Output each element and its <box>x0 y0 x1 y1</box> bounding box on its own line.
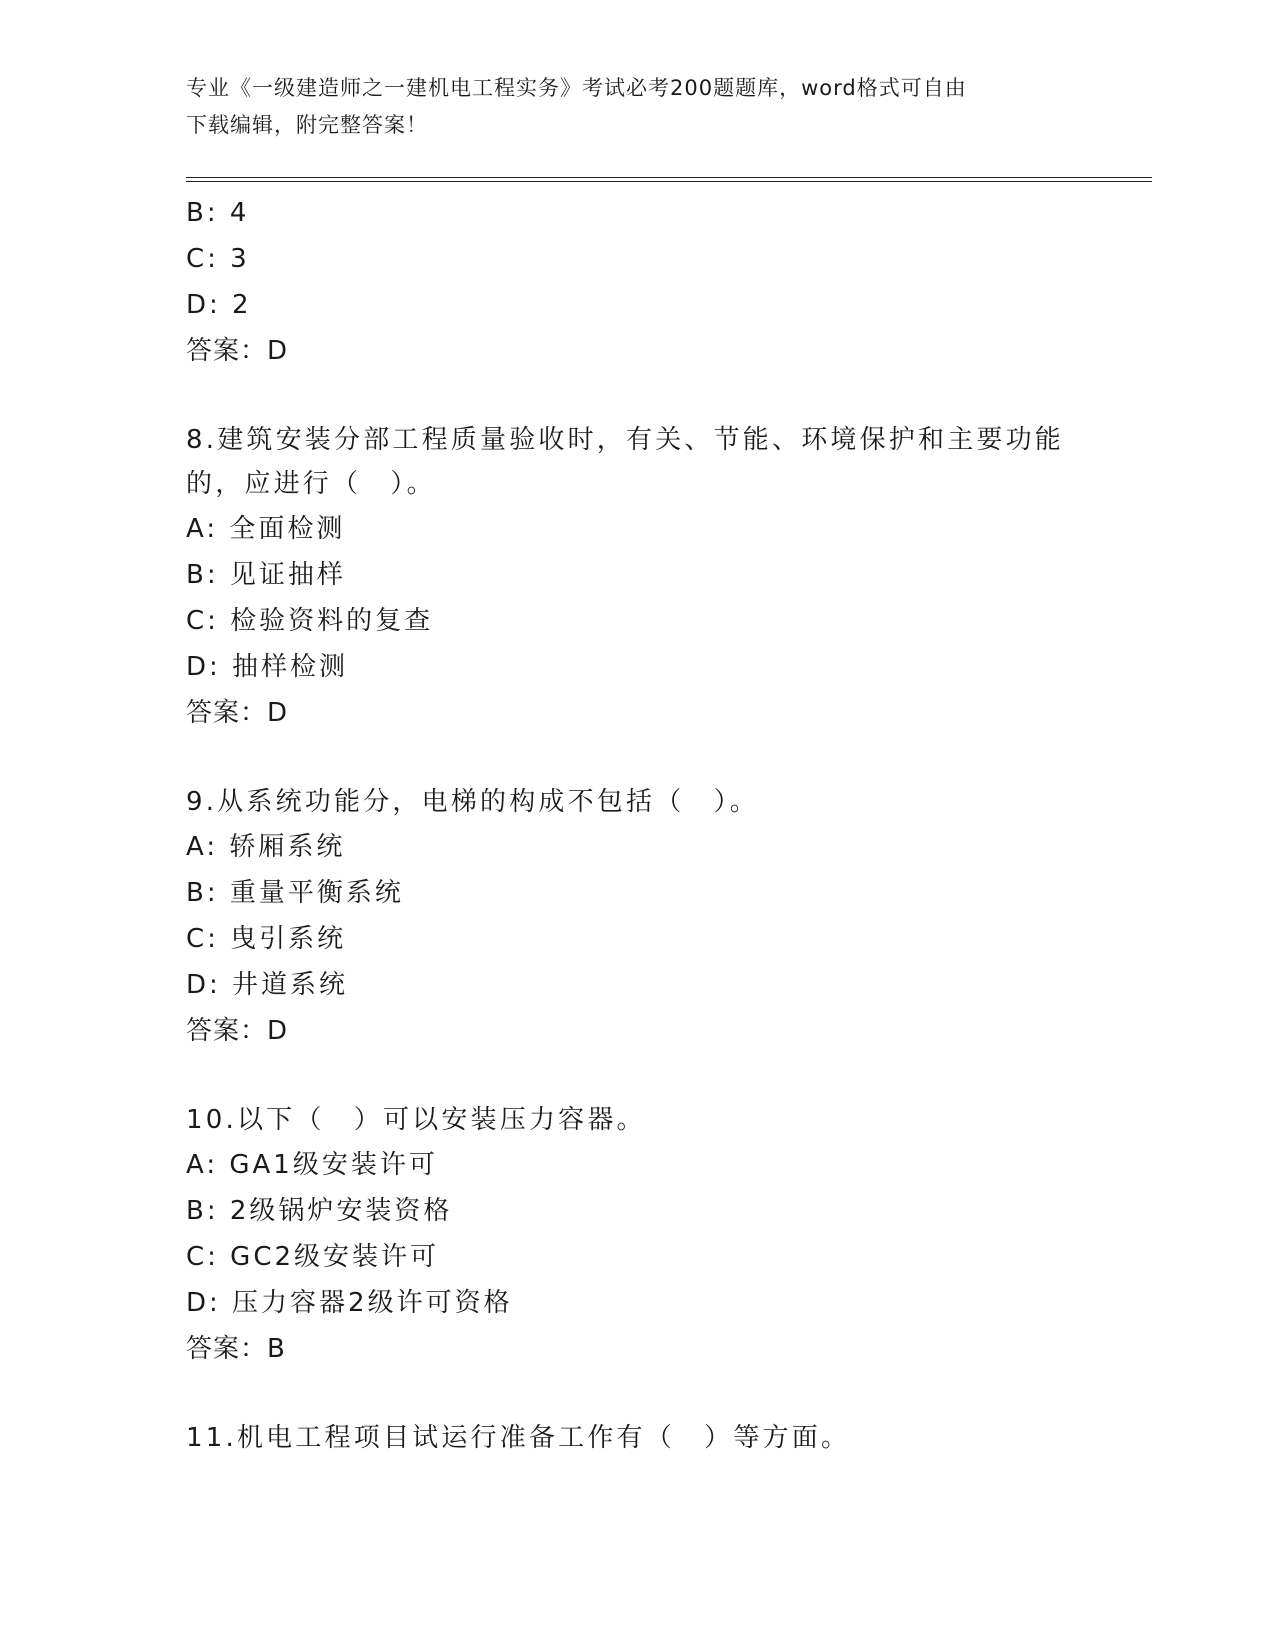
answer-line: 答案：B <box>186 1334 286 1364</box>
option-d: D: 2 <box>186 290 252 320</box>
header-line-1: 专业《一级建造师之一建机电工程实务》考试必考200题题库，word格式可自由 <box>186 76 967 100</box>
option-d: D: 抽样检测 <box>186 652 349 682</box>
option-c: C: 检验资料的复查 <box>186 606 434 636</box>
option-c: C: 曳引系统 <box>186 924 347 954</box>
option-a: A: 轿厢系统 <box>186 832 346 862</box>
header-divider-top <box>186 177 1152 178</box>
question-8 <box>186 418 1086 736</box>
option-c: C: 3 <box>186 244 250 274</box>
question-stem: 8.建筑安装分部工程质量验收时，有关、节能、环境保护和主要功能 <box>186 425 1065 455</box>
option-a: A: 全面检测 <box>186 514 346 544</box>
answer-line: 答案：D <box>186 1016 289 1046</box>
question-10 <box>186 1098 1086 1372</box>
option-a: A: GA1级安装许可 <box>186 1150 438 1180</box>
option-b: B: 重量平衡系统 <box>186 878 404 908</box>
previous-question-tail <box>186 190 1086 374</box>
header-divider-bottom <box>186 181 1152 182</box>
option-c: C: GC2级安装许可 <box>186 1242 440 1272</box>
option-b: B: 4 <box>186 198 250 228</box>
option-d: D: 井道系统 <box>186 970 349 1000</box>
option-d: D: 压力容器2级许可资格 <box>186 1288 513 1318</box>
question-stem-continued: 的，应进行（ ）。 <box>186 469 436 499</box>
document-body <box>186 190 1086 1460</box>
question-11 <box>186 1416 1086 1460</box>
question-stem: 9.从系统功能分，电梯的构成不包括（ ）。 <box>186 787 760 817</box>
answer-line: 答案：D <box>186 698 289 728</box>
option-b: B: 见证抽样 <box>186 560 346 590</box>
option-b: B: 2级锅炉安装资格 <box>186 1196 453 1226</box>
question-stem: 11.机电工程项目试运行准备工作有（ ）等方面。 <box>186 1423 851 1453</box>
question-stem: 10.以下（ ）可以安装压力容器。 <box>186 1105 646 1135</box>
header-line-2: 下载编辑，附完整答案！ <box>186 113 428 137</box>
answer-line: 答案：D <box>186 336 289 366</box>
document-header <box>186 70 1066 144</box>
question-9 <box>186 780 1086 1054</box>
